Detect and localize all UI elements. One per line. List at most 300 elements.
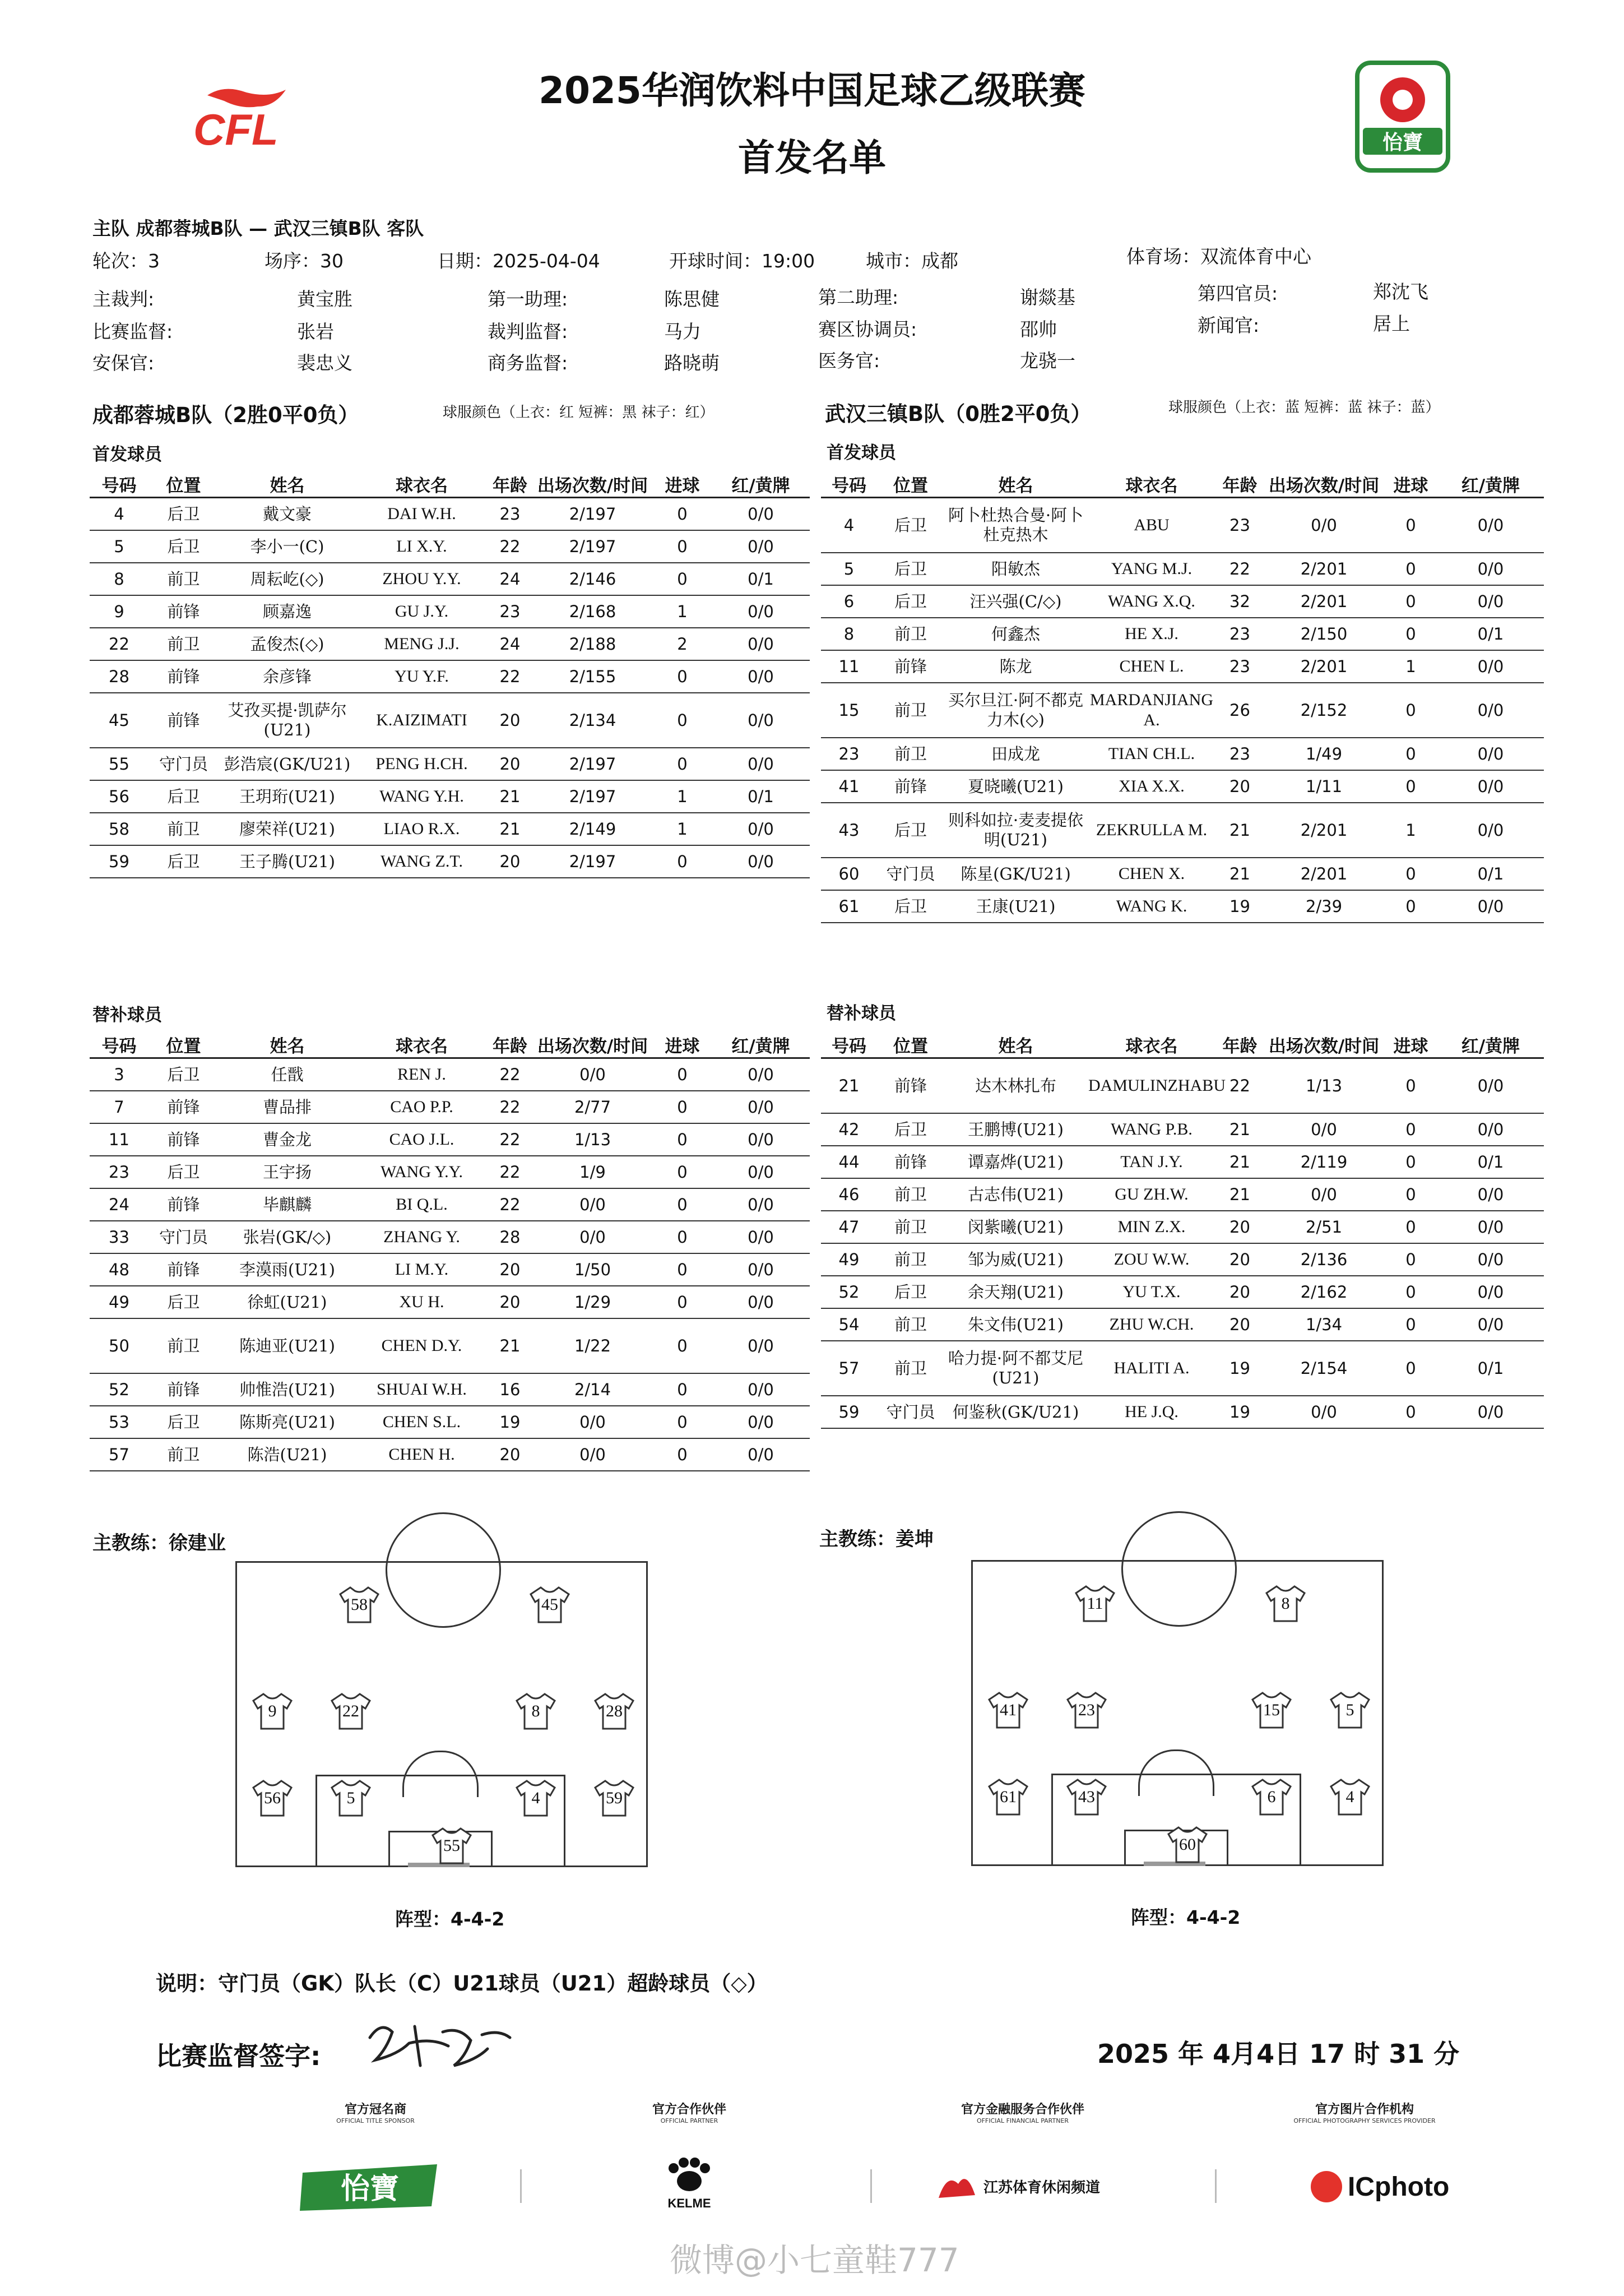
table-cell: 2/149 (532, 813, 653, 845)
table-cell: 顾嘉逸 (219, 595, 356, 628)
table-cell: 1/11 (1264, 770, 1384, 803)
table-cell: 20 (1216, 1243, 1264, 1276)
player-shirt (1250, 1691, 1293, 1730)
table-cell: 0/0 (1437, 1211, 1544, 1243)
table-cell: 20 (488, 845, 532, 878)
game-no: 场序：30 (265, 250, 344, 272)
table-cell: LIAO R.X. (356, 813, 488, 845)
table-row (90, 1406, 810, 1438)
table-cell: 0/0 (532, 1058, 653, 1091)
table-cell: 24 (488, 628, 532, 660)
table-cell: LI M.Y. (356, 1253, 488, 1286)
table-cell: PENG H.CH. (356, 748, 488, 780)
table-cell: 1 (1384, 803, 1437, 858)
table-cell: WANG K. (1087, 890, 1216, 923)
table-cell: 0/1 (1437, 618, 1544, 650)
player-shirt-number: 8 (1281, 1594, 1290, 1613)
table-cell: 前锋 (149, 1253, 219, 1286)
table-cell: 42 (821, 1113, 877, 1146)
table-cell: 2/168 (532, 595, 653, 628)
table-cell: 57 (90, 1438, 149, 1471)
table-cell: 45 (90, 693, 149, 748)
away-formation: 阵型：4-4-2 (1131, 1906, 1241, 1928)
official-label: 比赛监督: (92, 321, 173, 342)
sponsor-sub: OFFICIAL FINANCIAL PARTNER (976, 2117, 1069, 2124)
table-cell: 阳敏杰 (944, 553, 1087, 585)
table-row (821, 553, 1544, 585)
table-cell: 后卫 (149, 530, 219, 563)
table-cell: 0/0 (1264, 498, 1384, 553)
table-cell: 陈斯亮(U21) (219, 1406, 356, 1438)
table-cell: HALITI A. (1087, 1341, 1216, 1396)
official-value: 居上 (1373, 313, 1410, 335)
table-cell: 24 (488, 563, 532, 595)
table-cell: 2/162 (1264, 1276, 1384, 1308)
table-row (90, 693, 810, 748)
table-cell: 23 (1216, 650, 1264, 683)
table-cell: 61 (821, 890, 877, 923)
home-subs-label: 替补球员 (92, 1005, 162, 1025)
table-cell: 彭浩宸(GK/U21) (219, 748, 356, 780)
table-cell: 王玥珩(U21) (219, 780, 356, 813)
table-cell: REN J. (356, 1058, 488, 1091)
table-cell: 徐虹(U21) (219, 1286, 356, 1318)
table-row (90, 1156, 810, 1188)
column-header: 进球 (1384, 471, 1437, 498)
table-row (90, 845, 810, 878)
table-cell: 47 (821, 1211, 877, 1243)
table-cell: 2/136 (1264, 1243, 1384, 1276)
table-cell: 20 (488, 1253, 532, 1286)
table-cell: 守门员 (149, 1221, 219, 1253)
table-cell: 21 (488, 1318, 532, 1373)
jiangsu-channel-logo (933, 2167, 1140, 2206)
table-cell: 0 (1384, 1396, 1437, 1428)
table-cell: 田成龙 (944, 738, 1087, 770)
table-cell: 王子腾(U21) (219, 845, 356, 878)
table-cell: K.AIZIMATI (356, 693, 488, 748)
kickoff-time: 开球时间：19:00 (669, 250, 815, 272)
table-cell: 23 (821, 738, 877, 770)
home-formation: 阵型：4-4-2 (395, 1908, 505, 1930)
table-row (821, 585, 1544, 618)
table-cell: 李小一(C) (219, 530, 356, 563)
column-header: 红/黄牌 (712, 1031, 810, 1058)
player-shirt-number: 22 (342, 1702, 359, 1720)
table-cell: 前锋 (877, 770, 944, 803)
player-shirt-number: 4 (1345, 1788, 1354, 1806)
table-cell: 2/197 (532, 498, 653, 531)
pitch-center-circle (1121, 1511, 1237, 1627)
table-cell: MENG J.J. (356, 628, 488, 660)
table-row (821, 770, 1544, 803)
official-value: 龙骁一 (1020, 350, 1075, 372)
table-cell: 23 (488, 498, 532, 531)
player-shirt (1065, 1777, 1108, 1817)
table-cell: 60 (821, 858, 877, 890)
table-cell: 前锋 (149, 1188, 219, 1221)
table-row (90, 595, 810, 628)
player-shirt (251, 1692, 294, 1731)
column-header: 姓名 (944, 1031, 1087, 1058)
table-cell: 张岩(GK/◇) (219, 1221, 356, 1253)
table-cell: 陈浩(U21) (219, 1438, 356, 1471)
player-shirt-number: 59 (606, 1789, 623, 1807)
table-cell: 2/201 (1264, 553, 1384, 585)
table-cell: 前锋 (149, 595, 219, 628)
official-label: 赛区协调员: (818, 318, 917, 340)
table-row (90, 1123, 810, 1156)
column-header: 进球 (1384, 1031, 1437, 1058)
table-cell: ZHANG Y. (356, 1221, 488, 1253)
table-cell: 0/0 (712, 813, 810, 845)
table-cell: ABU (1087, 498, 1216, 553)
table-row (90, 1318, 810, 1373)
table-cell: 0/0 (1437, 1113, 1544, 1146)
table-cell: 0/0 (1437, 1396, 1544, 1428)
table-cell: 23 (90, 1156, 149, 1188)
away-subs-table (821, 1031, 1544, 1429)
table-row (90, 1438, 810, 1471)
table-cell: 0/0 (1437, 738, 1544, 770)
table-row (90, 563, 810, 595)
yibao-badge-text: 怡寶 (1382, 131, 1423, 154)
table-cell: 23 (488, 595, 532, 628)
player-shirt (330, 1779, 372, 1818)
table-cell: 19 (1216, 1396, 1264, 1428)
table-cell: 前卫 (149, 813, 219, 845)
icphoto-logo-text: ICphoto (1348, 2172, 1450, 2202)
cfl-logo-text: CFL (193, 105, 279, 151)
table-cell: SHUAI W.H. (356, 1373, 488, 1406)
home-pitch (235, 1561, 648, 1867)
player-shirt-number: 11 (1087, 1594, 1103, 1613)
table-row (821, 1113, 1544, 1146)
kelme-logo-text: KELME (667, 2196, 711, 2210)
table-cell: 0 (653, 845, 712, 878)
table-cell: 0/0 (1437, 650, 1544, 683)
table-cell: DAI W.H. (356, 498, 488, 531)
sponsor-2 (577, 2100, 801, 2210)
table-cell: 22 (1216, 553, 1264, 585)
table-cell: 0/0 (1264, 1396, 1384, 1428)
table-cell: 守门员 (877, 1396, 944, 1428)
table-cell: MARDANJIANG A. (1087, 683, 1216, 738)
table-cell: 19 (1216, 890, 1264, 923)
sponsor-divider (1215, 2169, 1217, 2203)
table-cell: 陈龙 (944, 650, 1087, 683)
table-cell: 0/1 (712, 563, 810, 595)
table-cell: 2/197 (532, 780, 653, 813)
player-shirt (987, 1691, 1029, 1730)
column-header: 进球 (653, 1031, 712, 1058)
table-cell: 56 (90, 780, 149, 813)
table-cell: 0/0 (1437, 770, 1544, 803)
column-header: 出场次数/时间 (1264, 1031, 1384, 1058)
table-cell: 24 (90, 1188, 149, 1221)
table-cell: CHEN S.L. (356, 1406, 488, 1438)
official-value: 裴忠义 (297, 352, 352, 374)
table-cell: 22 (488, 1058, 532, 1091)
player-shirt (430, 1826, 473, 1866)
table-cell: 2/154 (1264, 1341, 1384, 1396)
table-cell: 0/1 (1437, 858, 1544, 890)
table-row (90, 748, 810, 780)
away-kit-colors: 球服颜色（上衣：蓝 短裤：蓝 袜子：蓝） (1168, 399, 1440, 416)
table-cell: 0 (1384, 890, 1437, 923)
table-cell: MIN Z.X. (1087, 1211, 1216, 1243)
player-shirt (330, 1692, 372, 1731)
player-shirt-number: 58 (351, 1595, 368, 1614)
table-row (821, 683, 1544, 738)
table-cell: 前锋 (149, 1373, 219, 1406)
table-row (821, 738, 1544, 770)
table-row (90, 1221, 810, 1253)
table-cell: 前卫 (877, 1308, 944, 1341)
table-cell: 0 (653, 530, 712, 563)
official-value: 路晓萌 (664, 352, 720, 374)
column-header: 年龄 (1216, 1031, 1264, 1058)
table-cell: 23 (1216, 618, 1264, 650)
table-cell: 前锋 (877, 650, 944, 683)
table-cell: 33 (90, 1221, 149, 1253)
sponsor-label: 官方冠名商 (344, 2103, 406, 2117)
table-cell: 后卫 (877, 1276, 944, 1308)
column-header: 姓名 (944, 471, 1087, 498)
table-cell: 后卫 (877, 803, 944, 858)
table-cell: 2/14 (532, 1373, 653, 1406)
table-cell: 28 (488, 1221, 532, 1253)
table-cell: 2/197 (532, 845, 653, 878)
sponsor-3 (911, 2100, 1135, 2196)
table-cell: 21 (1216, 1146, 1264, 1178)
player-shirt-number: 41 (1000, 1701, 1017, 1719)
table-row (90, 1058, 810, 1091)
table-row (90, 660, 810, 693)
table-cell: 廖荣祥(U21) (219, 813, 356, 845)
table-cell: TAN J.Y. (1087, 1146, 1216, 1178)
table-cell: 22 (488, 1188, 532, 1221)
away-starters-label: 首发球员 (827, 443, 896, 463)
sponsor-sub: OFFICIAL PHOTOGRAPHY SERVICES PROVIDER (1293, 2117, 1436, 2124)
table-cell: 后卫 (149, 1156, 219, 1188)
city: 城市：成都 (866, 250, 958, 272)
table-cell: 艾孜买提·凯萨尔(U21) (219, 693, 356, 748)
match-date: 日期：2025-04-04 (437, 250, 600, 272)
column-header: 姓名 (219, 1031, 356, 1058)
table-cell: 陈迪亚(U21) (219, 1318, 356, 1373)
table-cell: WANG P.B. (1087, 1113, 1216, 1146)
table-cell: 孟俊杰(◇) (219, 628, 356, 660)
table-cell: 50 (90, 1318, 149, 1373)
table-cell: YU T.X. (1087, 1276, 1216, 1308)
table-row (821, 1178, 1544, 1211)
table-cell: 0/0 (712, 1058, 810, 1091)
table-cell: 19 (1216, 1341, 1264, 1396)
official-label: 医务官: (818, 350, 880, 372)
table-cell: 21 (1216, 858, 1264, 890)
player-shirt-number: 4 (531, 1789, 540, 1807)
table-cell: 0/0 (1437, 803, 1544, 858)
table-cell: 15 (821, 683, 877, 738)
table-cell: 0/1 (712, 780, 810, 813)
table-cell: 0/0 (712, 1123, 810, 1156)
table-cell: 43 (821, 803, 877, 858)
table-cell: 0 (1384, 1243, 1437, 1276)
away-pitch (971, 1560, 1384, 1866)
table-cell: 2/152 (1264, 683, 1384, 738)
table-cell: CHEN L. (1087, 650, 1216, 683)
handwritten-signature (359, 2015, 527, 2077)
table-row (821, 498, 1544, 553)
player-shirt-number: 61 (1000, 1788, 1017, 1806)
table-row (90, 1373, 810, 1406)
table-cell: 49 (821, 1243, 877, 1276)
table-cell: 1/50 (532, 1253, 653, 1286)
icphoto-logo (1309, 2164, 1454, 2209)
table-cell: CAO P.P. (356, 1091, 488, 1123)
home-starters-table (90, 471, 810, 878)
table-cell: ZOU W.W. (1087, 1243, 1216, 1276)
table-cell: 0 (653, 1373, 712, 1406)
column-header: 年龄 (488, 1031, 532, 1058)
table-row (90, 813, 810, 845)
table-cell: 0/0 (1264, 1113, 1384, 1146)
table-cell: 曹金龙 (219, 1123, 356, 1156)
table-cell: 2/150 (1264, 618, 1384, 650)
table-cell: 0 (1384, 498, 1437, 553)
official-label: 裁判监督: (488, 321, 568, 342)
column-header: 出场次数/时间 (1264, 471, 1384, 498)
table-cell: 0/0 (1437, 683, 1544, 738)
table-cell: 53 (90, 1406, 149, 1438)
home-team-title: 成都蓉城B队（2胜0平0负） (92, 403, 359, 427)
table-cell: 前卫 (877, 1341, 944, 1396)
player-shirt (987, 1777, 1029, 1817)
table-cell: 0 (1384, 1058, 1437, 1114)
table-cell: 前锋 (149, 1091, 219, 1123)
table-cell: 后卫 (149, 1058, 219, 1091)
table-cell: 0 (1384, 618, 1437, 650)
table-row (90, 780, 810, 813)
column-header: 球衣名 (356, 471, 488, 498)
page-title: 2025华润饮料中国足球乙级联赛 (539, 69, 1085, 112)
table-cell: 0/0 (532, 1438, 653, 1471)
table-cell: 前卫 (149, 1318, 219, 1373)
table-cell: 前卫 (877, 683, 944, 738)
table-row (821, 1243, 1544, 1276)
table-cell: 0 (653, 1123, 712, 1156)
table-cell: 0/0 (1437, 1308, 1544, 1341)
player-shirt (1329, 1691, 1371, 1730)
table-cell: 后卫 (149, 1286, 219, 1318)
table-cell: 何鑫杰 (944, 618, 1087, 650)
player-shirt-number: 6 (1267, 1788, 1276, 1806)
table-row (821, 1058, 1544, 1114)
table-cell: 2/188 (532, 628, 653, 660)
table-cell: 0/0 (712, 1221, 810, 1253)
table-cell: 0 (1384, 738, 1437, 770)
table-cell: GU ZH.W. (1087, 1178, 1216, 1211)
table-cell: 21 (1216, 803, 1264, 858)
table-cell: 0 (653, 748, 712, 780)
table-cell: 0/0 (1264, 1178, 1384, 1211)
table-cell: 后卫 (877, 890, 944, 923)
table-cell: 0 (1384, 1178, 1437, 1211)
column-header: 球衣名 (356, 1031, 488, 1058)
table-cell: YANG M.J. (1087, 553, 1216, 585)
player-shirt (1264, 1584, 1307, 1623)
table-cell: 后卫 (877, 498, 944, 553)
official-label: 主裁判: (92, 288, 155, 310)
table-cell: 23 (1216, 498, 1264, 553)
table-cell: 0/0 (712, 1253, 810, 1286)
table-cell: 李漠雨(U21) (219, 1253, 356, 1286)
table-row (90, 628, 810, 660)
table-cell: 守门员 (149, 748, 219, 780)
table-cell: XU H. (356, 1286, 488, 1318)
table-cell: 0 (653, 563, 712, 595)
table-cell: 0 (1384, 1276, 1437, 1308)
player-shirt-number: 56 (264, 1789, 281, 1807)
table-cell: 46 (821, 1178, 877, 1211)
table-cell: 2/155 (532, 660, 653, 693)
table-cell: 48 (90, 1253, 149, 1286)
away-starters-table (821, 471, 1544, 923)
player-shirt (1329, 1777, 1371, 1817)
table-cell: 0/0 (1437, 553, 1544, 585)
official-value: 陈思健 (664, 288, 720, 310)
table-cell: 8 (821, 618, 877, 650)
table-cell: 前卫 (877, 1178, 944, 1211)
table-cell: 20 (488, 1438, 532, 1471)
table-cell: HE X.J. (1087, 618, 1216, 650)
column-header: 位置 (149, 1031, 219, 1058)
table-cell: 0/0 (712, 693, 810, 748)
column-header: 进球 (653, 471, 712, 498)
table-cell: 0 (1384, 858, 1437, 890)
table-cell: 1 (653, 595, 712, 628)
table-cell: 20 (1216, 770, 1264, 803)
table-cell: 0/0 (1437, 1243, 1544, 1276)
column-header: 位置 (149, 471, 219, 498)
official-value: 邵帅 (1020, 318, 1057, 340)
table-cell: 1/34 (1264, 1308, 1384, 1341)
table-cell: 2/146 (532, 563, 653, 595)
player-shirt-number: 5 (1345, 1701, 1354, 1719)
signature-date: 2025 年 4月4日 17 时 31 分 (1097, 2039, 1460, 2069)
sponsor-divider (870, 2169, 872, 2203)
table-cell: 后卫 (149, 780, 219, 813)
table-cell: 44 (821, 1146, 877, 1178)
table-cell: 20 (488, 748, 532, 780)
column-header: 出场次数/时间 (532, 471, 653, 498)
table-cell: 前卫 (149, 563, 219, 595)
table-row (90, 1253, 810, 1286)
table-cell: 0/0 (712, 1156, 810, 1188)
table-cell: 陈星(GK/U21) (944, 858, 1087, 890)
table-cell: CHEN X. (1087, 858, 1216, 890)
table-cell: 2/51 (1264, 1211, 1384, 1243)
player-shirt (1074, 1584, 1116, 1623)
table-cell: 21 (488, 780, 532, 813)
table-row (821, 618, 1544, 650)
table-cell: 0 (1384, 683, 1437, 738)
table-cell: 王康(U21) (944, 890, 1087, 923)
table-cell: LI X.Y. (356, 530, 488, 563)
player-shirt (593, 1779, 635, 1818)
player-shirt-number: 15 (1263, 1701, 1280, 1719)
